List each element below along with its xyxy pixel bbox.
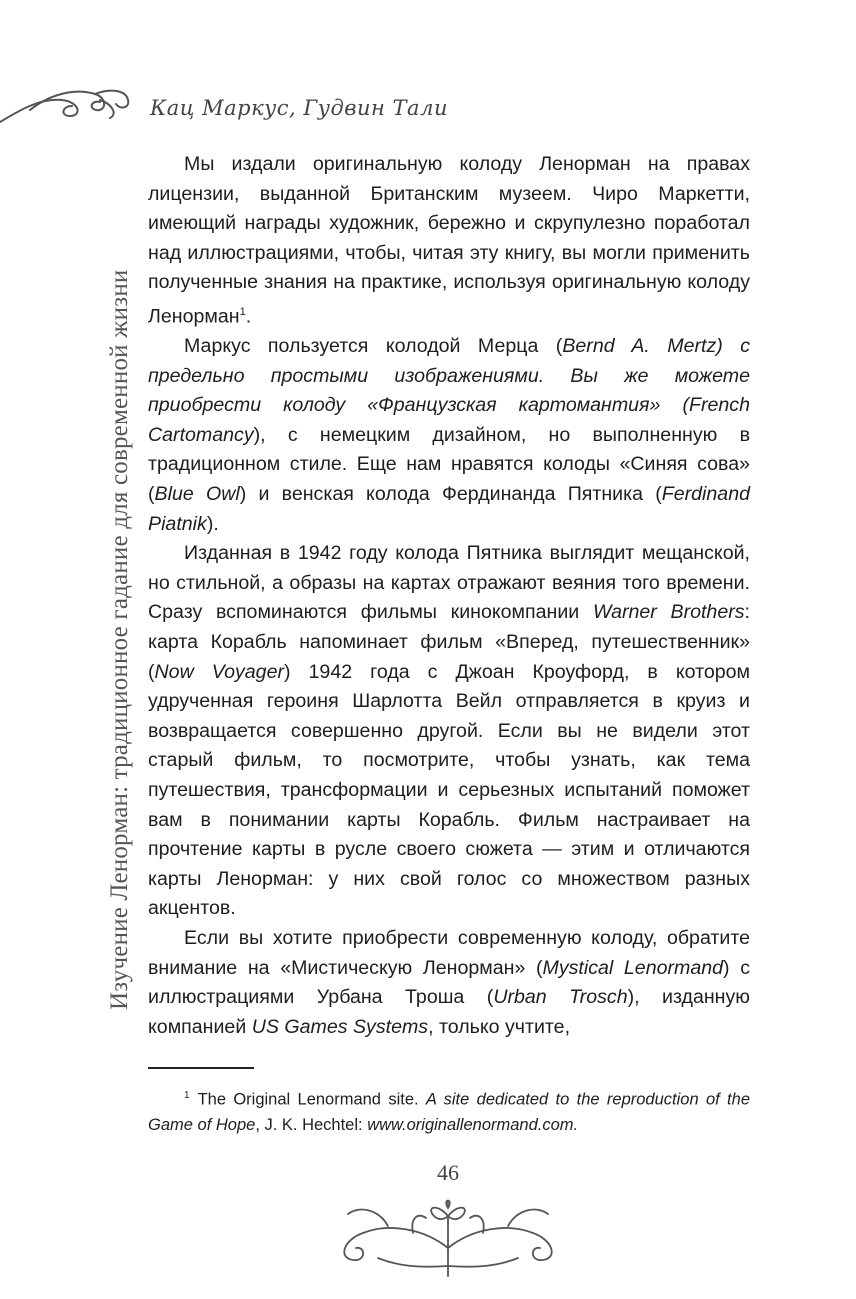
footnote-divider [148,1067,254,1069]
paragraph-4: Если вы хотите приобрести современную колоду, обратите внимание на «Мистическую Ленорман» (Mystical Lenormand) с иллюстрациями Урбана Троша (Urban Trosch), изданную компанией US Games Systems, только учтите, [148,926,751,1038]
paragraph-1: Мы издали оригинальную колоду Ленорман на правах лицензии, выданной Британским музеем. Чиро Маркетти, имеющий награды художник, бережно и скрупулезно поработал над иллюстрациями, чтобы, читая эту книгу, вы могли применить полученные знания на практике, используя оригинальную колоду Ленорман$^1$. [148,153,750,328]
body-text [148,150,750,1042]
footnote: $^1$ The Original Lenormand site. A site dedicated to the reproduction of the Game of Hope, J. K. Hechtel: www.originallenormand.com. [148,1090,750,1134]
running-head: Кац Маркус, Гудвин Тали [150,96,448,120]
paragraph-2: Маркус пользуется колодой Мерца (Bernd A. Mertz) с предельно простыми изображениями. Вы же можете приобрести колоду «Французская картомантия» (French Cartomancy), с немецким дизайном, но выполненную в традиционном стиле. Еще нам нравятся колоды «Синяя сова» (Blue Owl) и венская колода Фердинанда Пятника (Ferdinand Piatnik). [148,335,750,535]
footnote-link[interactable]: www.originallenormand.com. [367,1115,579,1134]
paragraph-3: Изданная в 1942 году колода Пятника выглядит мещанской, но стильной, а образы на картах отражают веяния того времени. Сразу вспоминаются фильмы кинокомпании Warner Brothers: карта Корабль напоминает фильм «Вперед, путешественник» (Now Voyager) 1942 года с Джоан Кроуфорд, в котором удрученная героиня Шарлотта Вейл отправляется в круиз и возвращается совершенно другой. Если вы не видели этот старый фильм, то посмотрите, чтобы узнать, как тема путешествия, трансформации и серьезных испытаний поможет вам в понимании карты Корабль. Фильм настраивает на прочтение карты в русле своего сюжета — этим и отличаются карты Ленорман: у них свой голос со множеством разных акцентов. [148,542,750,920]
footnote-ref[interactable]: 1 [239,305,246,318]
floral-ornament-icon [318,1188,578,1278]
flourish-ornament-icon [0,80,140,130]
footnote-marker: 1 [184,1090,190,1101]
page-number: 46 [437,1160,459,1185]
vertical-book-title: Изучение Ленорман: традиционное гадание для современной жизни [106,269,133,1010]
